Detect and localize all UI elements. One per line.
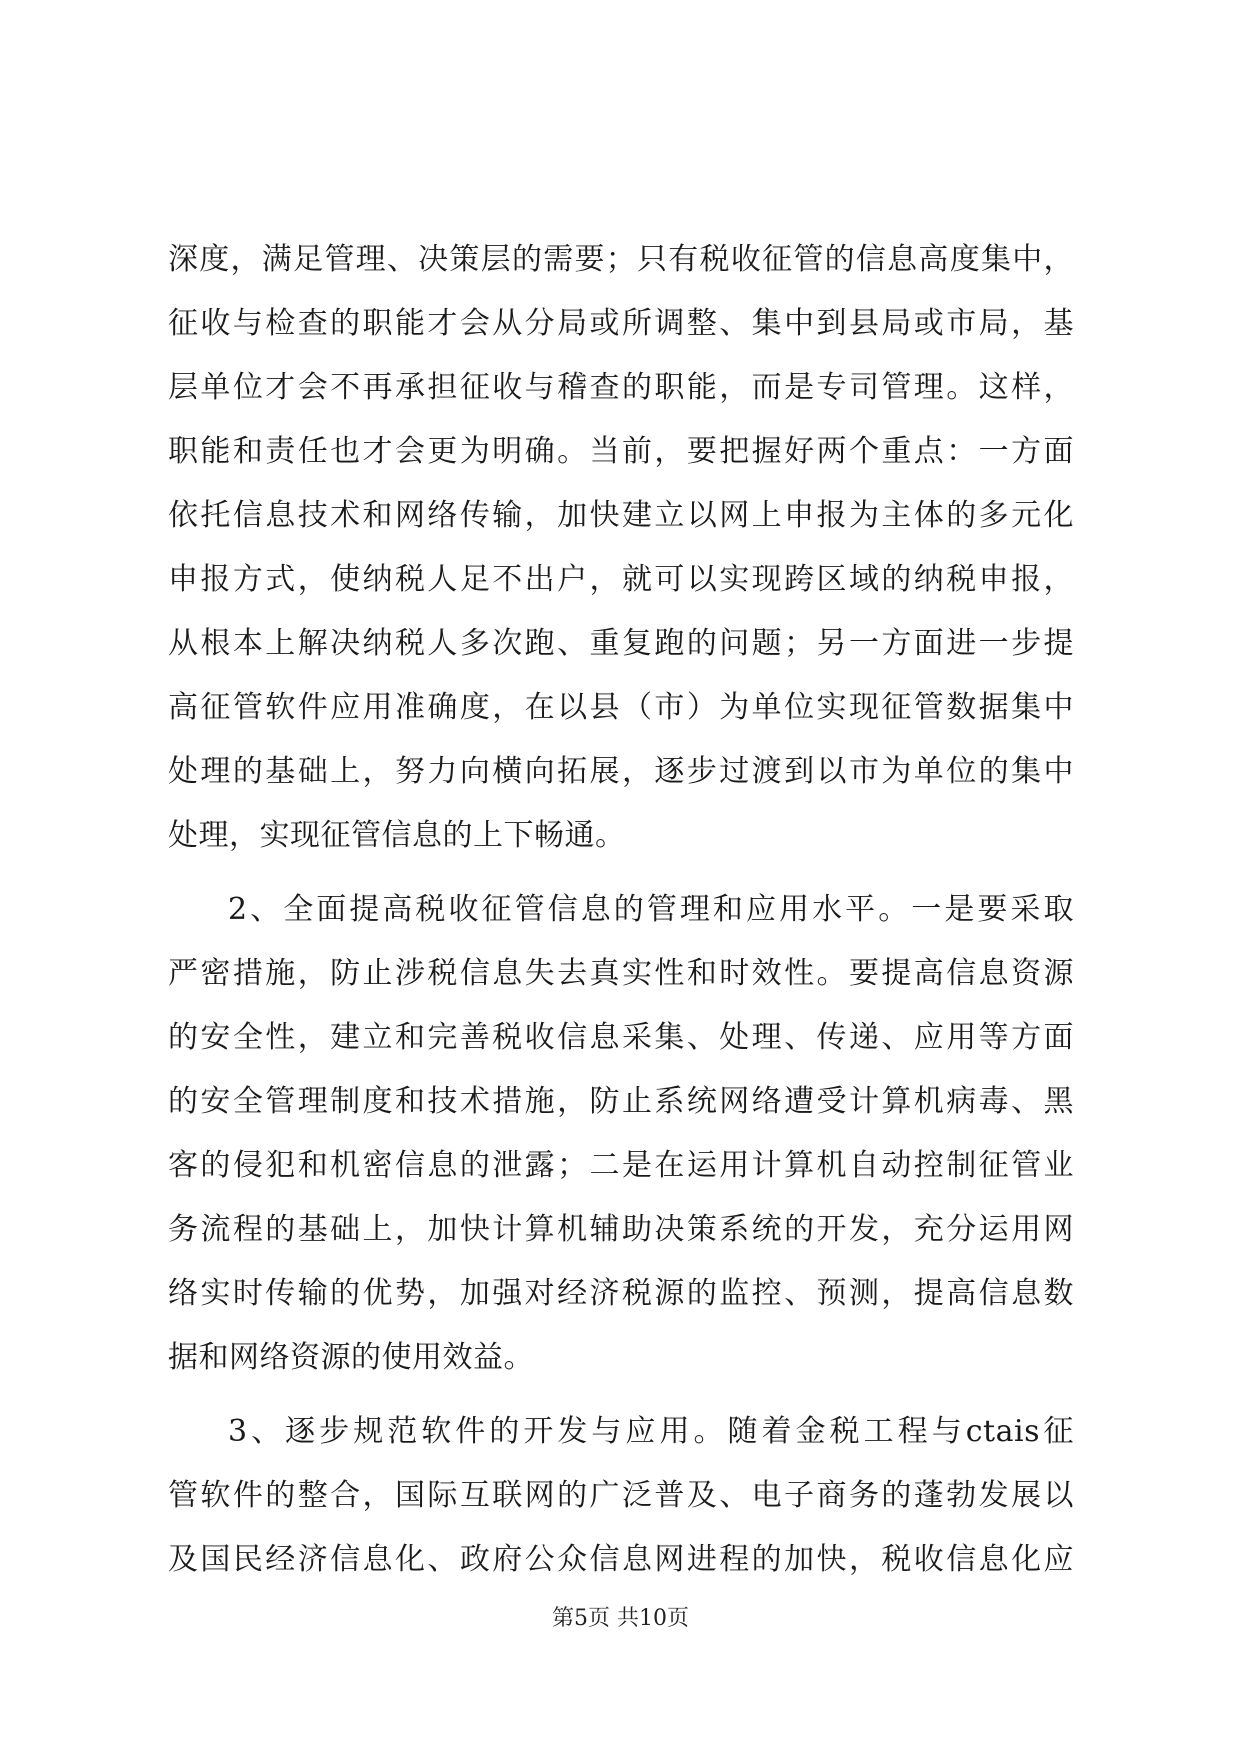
page-footer: 第5页 共10页 <box>552 1606 689 1631</box>
text-line: 职能和责任也才会更为明确。当前，要把握好两个重点：一方面 <box>168 434 1074 469</box>
text-line: 的安全性，建立和完善税收信息采集、处理、传递、应用等方面 <box>168 1020 1074 1055</box>
text-line: 处理，实现征管信息的上下畅通。 <box>168 818 626 853</box>
text-line: 严密措施，防止涉税信息失去真实性和时效性。要提高信息资源 <box>168 956 1074 991</box>
paragraph <box>168 228 1074 868</box>
text-line: 处理的基础上，努力向横向拓展，逐步过渡到以市为单位的集中 <box>168 754 1074 789</box>
text-line: 2、全面提高税收征管信息的管理和应用水平。一是要采取 <box>228 892 1074 927</box>
text-line: 征收与检查的职能才会从分局或所调整、集中到县局或市局，基 <box>168 306 1074 341</box>
text-line: 高征管软件应用准确度，在以县（市）为单位实现征管数据集中 <box>168 690 1074 725</box>
paragraph-gap <box>168 868 1074 878</box>
text-line: 从根本上解决纳税人多次跑、重复跑的问题；另一方面进一步提 <box>168 626 1074 661</box>
paragraph-gap <box>168 1390 1074 1400</box>
text-line: 管软件的整合，国际互联网的广泛普及、电子商务的蓬勃发展以 <box>168 1478 1074 1513</box>
text-line: 务流程的基础上，加快计算机辅助决策系统的开发，充分运用网 <box>168 1212 1074 1247</box>
text-line: 据和网络资源的使用效益。 <box>168 1340 534 1375</box>
paragraph <box>168 878 1074 1390</box>
text-line: 的安全管理制度和技术措施，防止系统网络遭受计算机病毒、黑 <box>168 1084 1074 1119</box>
body-text <box>168 228 1074 1592</box>
text-line: 络实时传输的优势，加强对经济税源的监控、预测，提高信息数 <box>168 1276 1074 1311</box>
text-line: 客的侵犯和机密信息的泄露；二是在运用计算机自动控制征管业 <box>168 1148 1074 1183</box>
text-line: 及国民经济信息化、政府公众信息网进程的加快，税收信息化应 <box>168 1542 1074 1577</box>
text-line: 3、逐步规范软件的开发与应用。随着金税工程与ctais征 <box>228 1414 1074 1449</box>
text-line: 深度，满足管理、决策层的需要；只有税收征管的信息高度集中， <box>168 242 1074 277</box>
text-line: 依托信息技术和网络传输，加快建立以网上申报为主体的多元化 <box>168 498 1074 533</box>
text-line: 申报方式，使纳税人足不出户，就可以实现跨区域的纳税申报， <box>168 562 1074 597</box>
paragraph <box>168 1400 1074 1592</box>
text-line: 层单位才会不再承担征收与稽查的职能，而是专司管理。这样， <box>168 370 1074 405</box>
